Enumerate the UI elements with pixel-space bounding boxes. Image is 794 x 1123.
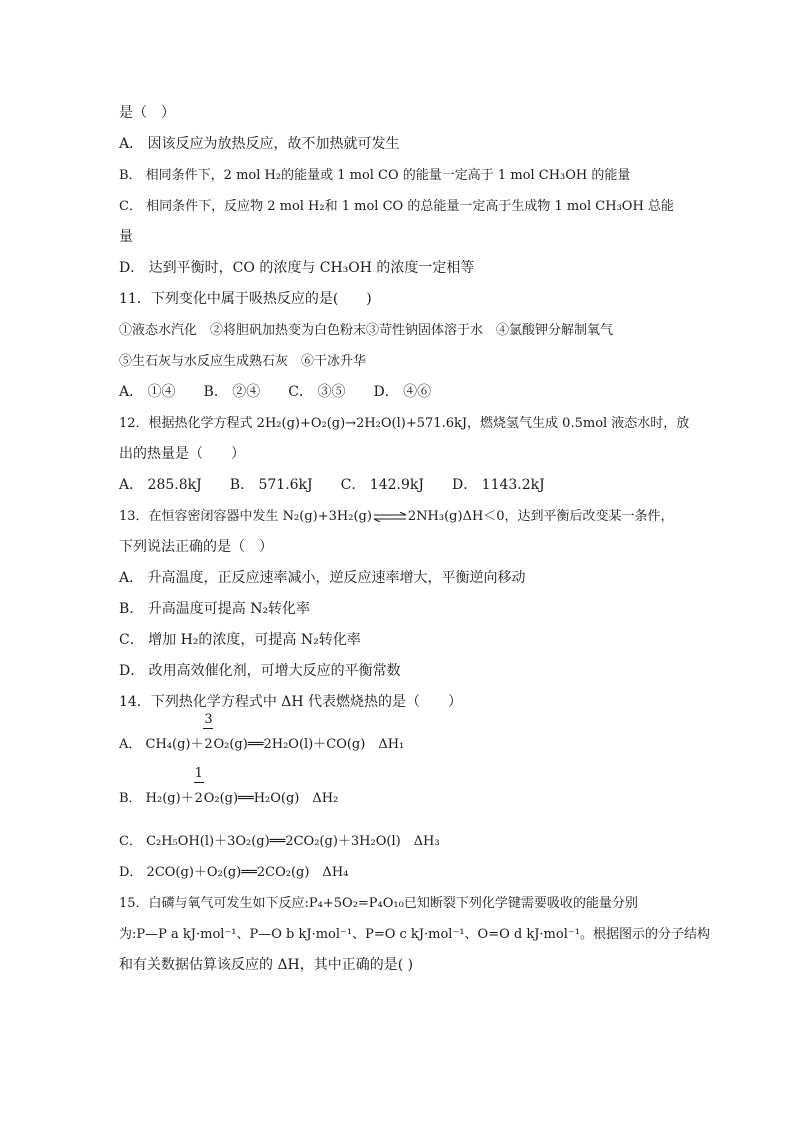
fraction-numerator: 3 xyxy=(204,712,213,727)
fraction xyxy=(194,766,204,814)
fraction-denominator: 2 xyxy=(194,791,203,806)
text-line: 是（ ） xyxy=(119,105,175,121)
question-12-options: A． 285.8kJ B． 571.6kJ C． 142.9kJ D． 1143.2kJ xyxy=(119,477,545,493)
option-10-b: B． 相同条件下，2 mol H₂的能量或 1 mol CO 的能量一定高于 1 mol CH₃OH 的能量 xyxy=(119,168,631,183)
option-10-c-continued: 量 xyxy=(119,229,133,245)
question-12-stem-continued: 出的热量是（ ） xyxy=(119,446,245,462)
question-11-options: A． ①④ B． ②④ C． ③⑤ D． ④⑥ xyxy=(119,384,432,400)
option-13-d: D． 改用高效催化剂，可增大反应的平衡常数 xyxy=(119,663,401,679)
option-14-b xyxy=(119,766,679,826)
question-15-stem-continued: 为:P—P a kJ·mol⁻¹、P—O b kJ·mol⁻¹、P=O c kJ·mol⁻¹、O=O d kJ·mol⁻¹。根据图示的分子结构 xyxy=(119,927,710,942)
option-14-b-right: O₂(g)══H₂O(g) ΔH₂ xyxy=(203,791,339,806)
question-13-stem-left: 13．在恒容密闭容器中发生 N₂(g)+3H₂(g) xyxy=(119,509,372,524)
option-10-c: C． 相同条件下，反应物 2 mol H₂和 1 mol CO 的总能量一定高于生成物 1 mol CH₃OH 总能 xyxy=(119,199,674,214)
question-15-stem: 15．白磷与氧气可发生如下反应:P₄+5O₂=P₄O₁₀已知断裂下列化学键需要吸收的能量分别 xyxy=(119,896,638,911)
question-15-stem-end: 和有关数据估算该反应的 ΔH，其中正确的是( ) xyxy=(119,957,414,973)
question-13-stem xyxy=(119,501,679,532)
option-13-a: A． 升高温度，正反应速率减小，逆反应速率增大，平衡逆向移动 xyxy=(119,570,526,586)
option-14-a-left: A． CH₄(g)＋ xyxy=(119,737,204,752)
option-14-a-right: O₂(g)══2H₂O(l)＋CO(g) ΔH₁ xyxy=(213,737,405,752)
fraction-numerator: 1 xyxy=(194,766,203,781)
question-text xyxy=(119,98,710,981)
question-12-stem: 12．根据热化学方程式 2H₂(g)+O₂(g)→2H₂O(l)+571.6kJ，燃烧氢气生成 0.5mol 液态水时，放 xyxy=(119,416,690,431)
question-11-stem: 11．下列变化中属于吸热反应的是( ) xyxy=(119,291,372,307)
option-14-b-left: B． H₂(g)＋ xyxy=(119,791,194,806)
option-10-a: A． 因该反应为放热反应，故不加热就可发生 xyxy=(119,136,400,152)
option-14-d: D． 2CO(g)＋O₂(g)══2CO₂(g) ΔH₄ xyxy=(119,865,349,880)
question-11-items: ①液态水汽化 ②将胆矾加热变为白色粉末③苛性钠固体溶于水 ④氯酸钾分解制氧气 xyxy=(119,323,614,338)
option-14-c: C． C₂H₅OH(l)＋3O₂(g)══2CO₂(g)＋3H₂O(l) ΔH₃ xyxy=(119,834,440,849)
option-14-a xyxy=(119,712,679,772)
option-13-b: B． 升高温度可提高 N₂转化率 xyxy=(119,601,311,617)
fraction xyxy=(203,712,213,760)
fraction-denominator: 2 xyxy=(204,737,213,752)
option-10-d: D． 达到平衡时，CO 的浓度与 CH₃OH 的浓度一定相等 xyxy=(119,260,475,276)
question-13-stem-right: 2NH₃(g)ΔH＜0，达到平衡后改变某一条件， xyxy=(407,509,674,524)
question-11-items-continued: ⑤生石灰与水反应生成熟石灰 ⑥干冰升华 xyxy=(119,354,367,369)
option-13-c: C． 增加 H₂的浓度，可提高 N₂转化率 xyxy=(119,632,361,648)
question-14-stem: 14．下列热化学方程式中 ΔH 代表燃烧热的是（ ） xyxy=(119,694,463,710)
equilibrium-arrow-icon xyxy=(373,512,407,522)
question-13-stem-continued: 下列说法正确的是（ ） xyxy=(119,539,273,555)
